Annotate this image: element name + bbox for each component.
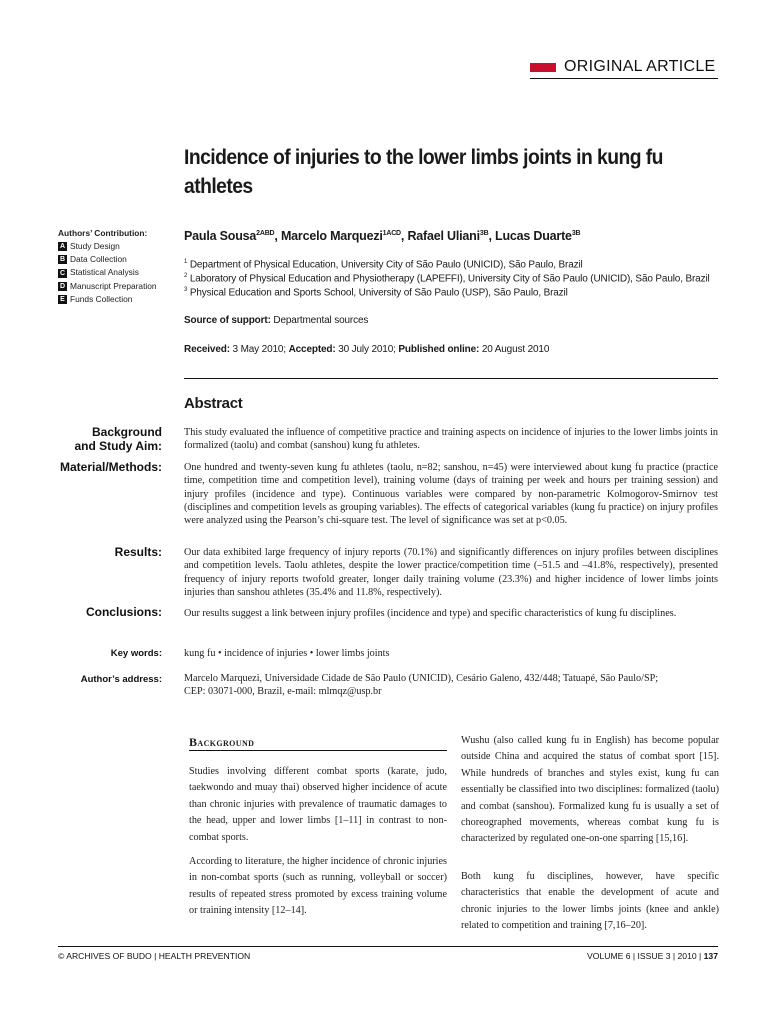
- abstract-heading: Abstract: [184, 395, 243, 412]
- contribution-heading: Authors’ Contribution:: [58, 228, 148, 238]
- accepted-label: Accepted:: [288, 344, 336, 355]
- published-date: 20 August 2010: [481, 344, 550, 355]
- author-list: Paula Sousa$^{2ABD}$, Marcelo Marquezi$^{1ACD}$, Rafael Uliani$^{3B}$, Lucas Duarte$^{3B}$: [184, 229, 581, 243]
- left-column-paragraph: According to literature, the higher incidence of chronic injuries in non-combat sports (such as running, volleyball or soccer) results of repeated stress promoted by excess training volume or training intensity [12–14].: [189, 856, 447, 917]
- author-sup: 1ACD: [382, 229, 401, 237]
- author-address: [184, 672, 718, 699]
- footer-rule: [58, 946, 718, 947]
- results-label: Results:: [114, 545, 162, 559]
- abstract-background: This study evaluated the influence of competitive practice and training aspects on incidence of injuries to the lower limbs joints in formalized (taolu) and combat (sanshou) kung fu athletes.: [184, 427, 718, 452]
- contribution-label: Funds Collection: [70, 293, 133, 304]
- contribution-letter: D: [59, 282, 66, 290]
- author-name: Marcelo Marquezi: [280, 229, 383, 243]
- contribution-item: [58, 253, 178, 266]
- contribution-item: [58, 240, 178, 253]
- section-heading-rule: [189, 750, 447, 751]
- background-label: [74, 425, 162, 453]
- page-number: 137: [703, 951, 718, 961]
- contribution-label: Data Collection: [70, 254, 127, 265]
- received-date: 3 May 2010;: [232, 344, 286, 355]
- affiliation: [184, 259, 583, 270]
- support-value: Departmental sources: [273, 315, 369, 326]
- author-name: Lucas Duarte: [495, 229, 572, 243]
- affiliation: [184, 287, 568, 298]
- right-column-paragraph: Both kung fu disciplines, however, have specific characteristics that enable the development of acute and chronic injuries to the lower limbs joints (knee and ankle) related to competition and training [7,16–20].: [461, 871, 719, 932]
- received-label: Received:: [184, 344, 230, 355]
- author-name: Rafael Uliani: [407, 229, 480, 243]
- background-label-line2: and Study Aim:: [74, 439, 162, 453]
- abstract-conclusions: Our results suggest a link between injury profiles (incidence and type) and specific characteristics of kung fu disciplines.: [184, 608, 677, 619]
- support-label: Source of support:: [184, 315, 271, 326]
- right-column-paragraph: Wushu (also called kung fu in English) has become popular outside China and acquired the status of combat sport [15]. While hundreds of branches and styles exist, kung fu can essentially be classified into two disciplines: formalized (taolu) and combat (sanshou). Formalized kung fu is usually a set of choreographed movements, whereas combat kung fu is characterized by regulated one-on-one sparring [15,16].: [461, 735, 719, 845]
- affiliation-number: 1: [184, 259, 188, 265]
- address-line: CEP: 03071-000, Brazil, e-mail: mlmqz@usp.br: [184, 686, 382, 698]
- accepted-date: 30 July 2010;: [338, 344, 396, 355]
- background-label-line1: Background: [91, 425, 162, 439]
- contribution-letter: E: [58, 295, 67, 304]
- publication-dates: [184, 344, 549, 355]
- abstract-results: Our data exhibited large frequency of injury reports (70.1%) and significantly differences on injury profiles between disciplines and competition levels. Taolu athletes, despite the lower practice/competition time (–51.5 and –41.8%, respectively), presented frequency of injury reports twofold greater, longer daily training volume (23.3%) and higher incidence of lower limbs joints injuries than sanshou athletes (35.4% and 11.8%, respectively).: [184, 547, 718, 598]
- published-label: Published online:: [398, 344, 480, 355]
- keywords: kung fu • incidence of injuries • lower limbs joints: [184, 648, 390, 659]
- footer-year: 2010: [677, 951, 697, 961]
- address-label: Author’s address:: [80, 674, 162, 685]
- abstract-divider: [184, 378, 718, 379]
- affiliation-number: 3: [184, 287, 188, 293]
- authors-contribution: [58, 228, 178, 306]
- section-heading: Background: [189, 735, 255, 749]
- author-sup: 2ABD: [256, 229, 275, 237]
- abstract-methods: One hundred and twenty-seven kung fu athletes (taolu, n=82; sanshou, n=45) were interviewed about kung fu practice (practice time, competition time and competition level), training volume (days of training per week and hours per training session) and injury profiles (incidence and type). Continuous variables were compared by non-parametric Kolmogorov-Smirnov test (disciplines and competition levels as grouping variables). The effects of categorical variables (kung fu practice) on injury profiles were analyzed using the Pearson’s chi-square test. The level of significance was set at p<0.05.: [184, 462, 718, 527]
- author-sup: 3B: [571, 229, 581, 237]
- conclusions-label: Conclusions:: [85, 605, 162, 619]
- footer-issue-info: VOLUME 6 | ISSUE 3 | 2010 | 137: [587, 951, 718, 961]
- left-column-paragraph: Studies involving different combat sports (karate, judo, taekwondo and muay thai) observed higher incidence of acute than chronic injuries with prevalence of traumatic damages to the head, upper and lower limbs [1–11] in contrast to non-combat sports.: [189, 766, 447, 843]
- source-of-support: [184, 315, 368, 326]
- contribution-item: [58, 266, 178, 279]
- affiliation: [184, 273, 710, 284]
- contribution-item: [58, 293, 178, 306]
- contribution-label: Study Design: [70, 241, 120, 251]
- contribution-label: Statistical Analysis: [70, 267, 139, 278]
- footer-issue: ISSUE 3: [637, 951, 671, 961]
- affiliation-text: Department of Physical Education, University City of São Paulo (UNICID), São Paulo, Brazil: [189, 259, 583, 271]
- red-accent-bar: [530, 63, 556, 72]
- contribution-letter: A: [59, 243, 66, 251]
- footer-journal: © ARCHIVES OF BUDO | HEALTH PREVENTION: [58, 951, 251, 961]
- keywords-label: Key words:: [110, 648, 162, 659]
- address-line: Marcelo Marquezi, Universidade Cidade de São Paulo (UNICID), Cesário Galeno, 432/448; Tatuapé, São Paulo/SP;: [184, 673, 659, 684]
- contribution-letter: C: [59, 269, 66, 277]
- author-sup: 3B: [479, 229, 489, 237]
- article-title: Incidence of injuries to the lower limbs joints in kung fu athletes: [184, 146, 663, 198]
- methods-label: Material/Methods:: [59, 460, 162, 474]
- contribution-item: [58, 280, 178, 293]
- article-type-tag: [530, 58, 718, 78]
- footer-volume: VOLUME 6: [587, 951, 631, 961]
- affiliation-text: Laboratory of Physical Education and Physiotherapy (LAPEFFI), University City of São Paulo (UNICID), São Paulo, Brazil: [189, 273, 710, 285]
- author-name: Paula Sousa: [184, 229, 257, 243]
- contribution-letter: B: [59, 256, 66, 264]
- header-underline: [530, 78, 718, 79]
- contribution-label: Manuscript Preparation: [70, 280, 157, 291]
- article-type-label: ORIGINAL ARTICLE: [564, 58, 716, 75]
- affiliation-text: Physical Education and Sports School, University of São Paulo (USP), São Paulo, Brazil: [189, 287, 568, 299]
- affiliation-number: 2: [184, 273, 188, 279]
